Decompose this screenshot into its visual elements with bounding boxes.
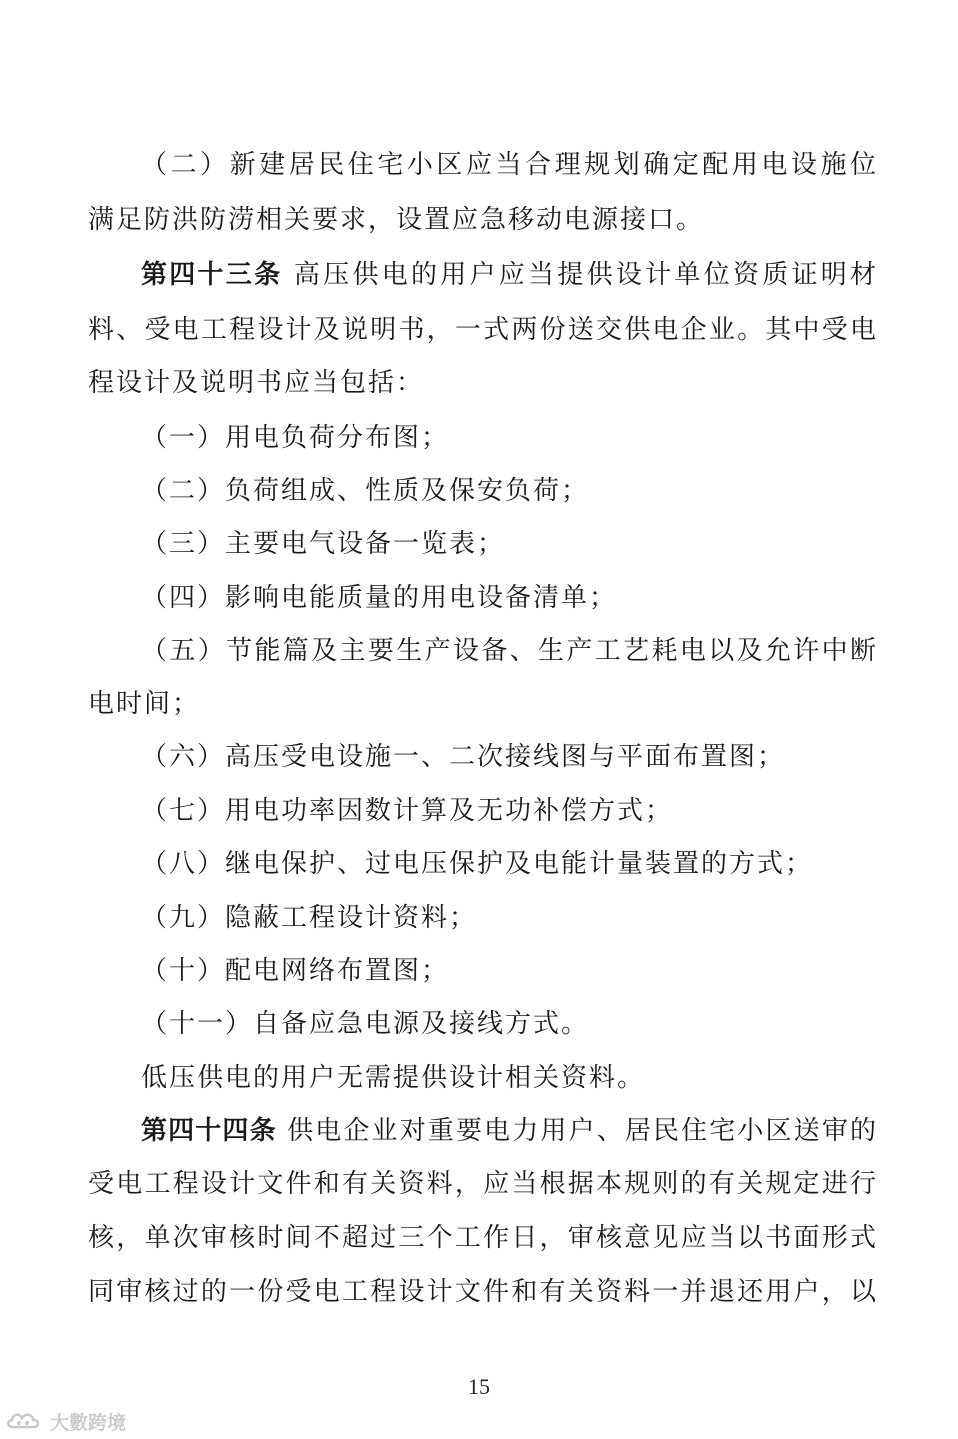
article-heading: 第四十三条 [141, 260, 283, 290]
line-text: （二）负荷组成、性质及保安负荷； [141, 476, 590, 506]
text-line [88, 1272, 878, 1312]
text-line [141, 898, 878, 938]
line-text: 料、受电工程设计及说明书，一式两份送交供电企业。其中受电 [88, 315, 878, 345]
text-line [141, 471, 878, 511]
text-line [141, 631, 878, 671]
line-text: （九）隐蔽工程设计资料； [141, 903, 478, 933]
line-text: （十一）自备应急电源及接线方式。 [141, 1009, 590, 1039]
line-text: 程设计及说明书应当包括： [88, 368, 425, 398]
line-text: 核，单次审核时间不超过三个工作日，审核意见应当以书面形式 [88, 1223, 878, 1253]
text-line [88, 684, 878, 724]
text-line [141, 1004, 878, 1044]
line-text: 电时间； [88, 689, 201, 719]
page-number: 15 [468, 1374, 490, 1399]
text-line [141, 418, 878, 458]
line-text: 低压供电的用户无需提供设计相关资料。 [141, 1063, 646, 1093]
line-text: 同审核过的一份受电工程设计文件和有关资料一并退还用户，以 [88, 1277, 878, 1307]
text-line [88, 1218, 878, 1258]
line-text: （四）影响电能质量的用电设备清单； [141, 583, 618, 613]
line-text: （六）高压受电设施一、二次接线图与平面布置图； [141, 742, 786, 772]
text-line [88, 363, 878, 403]
line-text: 满足防洪防涝相关要求，设置应急移动电源接口。 [88, 205, 705, 235]
text-line [88, 1164, 878, 1204]
article-heading: 第四十四条 [141, 1116, 277, 1146]
text-line [141, 1111, 878, 1151]
line-text: （一）用电负荷分布图； [141, 423, 450, 453]
text-line [141, 844, 878, 884]
text-line [88, 310, 878, 350]
text-line [141, 791, 878, 831]
line-text: （七）用电功率因数计算及无功补偿方式； [141, 796, 674, 826]
text-line [141, 737, 878, 777]
watermark [6, 1406, 126, 1436]
text-line [141, 1058, 878, 1098]
text-line [141, 951, 878, 991]
line-text: （五）节能篇及主要生产设备、生产工艺耗电以及允许中断 [141, 636, 878, 666]
line-text: （八）继电保护、过电压保护及电能计量装置的方式； [141, 849, 814, 879]
line-text: （三）主要电气设备一览表； [141, 529, 506, 559]
line-text: 受电工程设计文件和有关资料，应当根据本规则的有关规定进行 [88, 1169, 878, 1199]
line-text: （十）配电网络布置图； [141, 956, 450, 986]
text-line [141, 145, 878, 185]
text-line [141, 255, 878, 295]
cloud-logo-icon [6, 1409, 44, 1433]
line-text: 供电企业对重要电力用户、居民住宅小区送审的 [276, 1116, 878, 1146]
text-line [141, 578, 878, 618]
line-text: （二）新建居民住宅小区应当合理规划确定配用电设施位 [141, 150, 878, 180]
text-line [141, 524, 878, 564]
text-line [88, 200, 878, 240]
watermark-text: 大數跨境 [50, 1411, 127, 1434]
line-text: 高压供电的用户应当提供设计单位资质证明材 [282, 260, 878, 290]
